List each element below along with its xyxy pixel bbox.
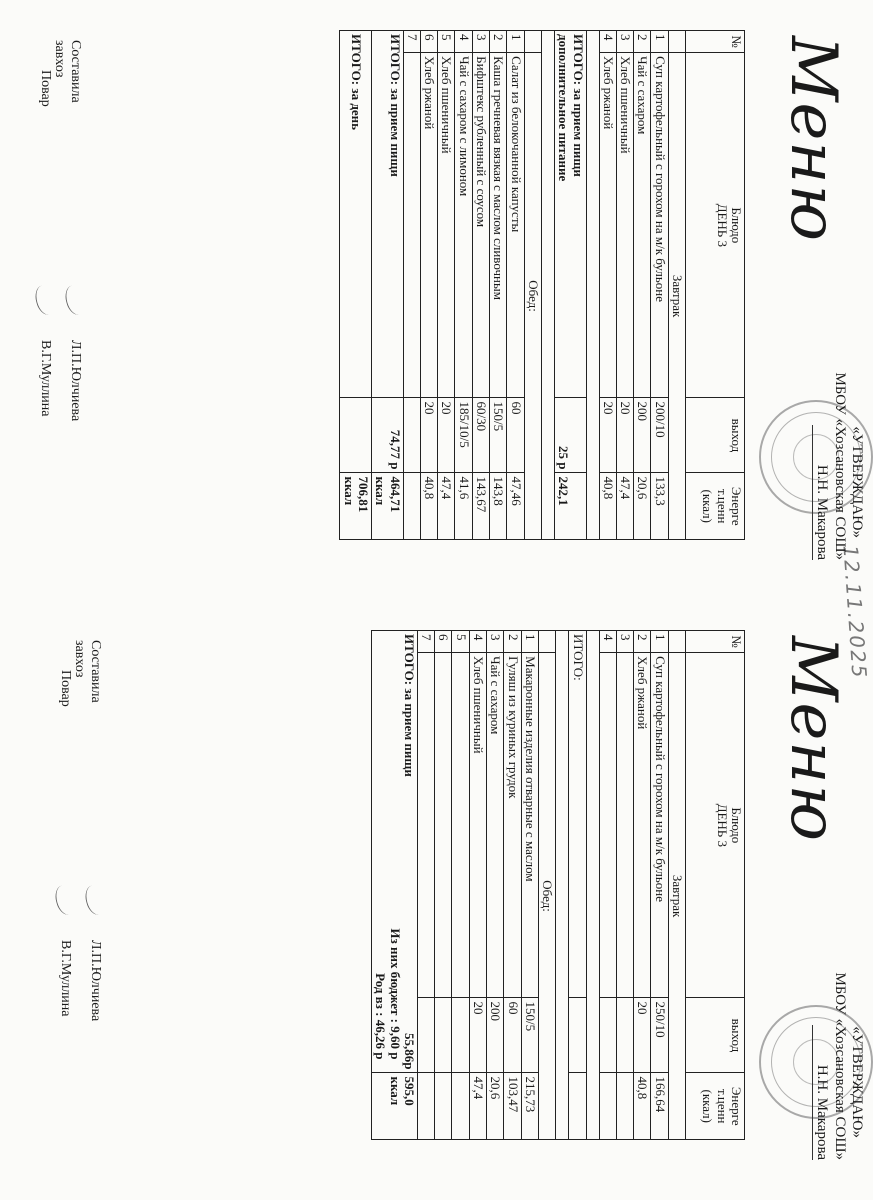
row-output	[452, 998, 469, 1073]
row-energy: 133,3	[651, 473, 668, 540]
row-dish	[616, 653, 633, 998]
signature-name: Л.П.Юлчиева	[88, 940, 103, 1022]
row-number: 2	[504, 631, 521, 653]
row-output: 200/10	[651, 398, 668, 473]
row-output: 250/10	[651, 998, 668, 1073]
approval-block	[812, 372, 865, 560]
signature-role: Повар	[58, 670, 73, 707]
row-energy: 41,6	[455, 473, 472, 540]
row-number: 7	[403, 31, 420, 53]
row-dish: Хлеб пшеничный	[438, 53, 455, 398]
row-energy: 20,6	[634, 473, 651, 540]
row-dish: Хлеб ржаной	[634, 653, 651, 998]
total-label: ИТОГО: за прием пищи	[401, 634, 417, 777]
breakfast-total-price: 25 р	[554, 398, 586, 473]
row-output	[599, 998, 616, 1073]
row-energy	[452, 1073, 469, 1140]
row-dish: Каша гречневая вязкая с маслом сливочным	[490, 53, 507, 398]
row-dish: Суп картофельный с горохом на м/к бульоне	[651, 653, 668, 998]
table-row	[504, 631, 521, 1140]
approval-organization: МБОУ «Хозсановская СОШ»	[831, 972, 848, 1160]
row-output: 60/30	[472, 398, 489, 473]
row-number: 1	[507, 31, 524, 53]
row-number: 6	[435, 631, 452, 653]
row-number: 1	[651, 631, 668, 653]
approval-block	[812, 972, 865, 1160]
row-output: 20	[420, 398, 437, 473]
header-output: выход	[686, 398, 745, 473]
table-row	[469, 631, 486, 1140]
header-dish: Блюдо ДЕНЬ 3	[686, 53, 745, 398]
section-breakfast: Завтрак	[668, 53, 685, 540]
row-output: 200	[634, 398, 651, 473]
row-energy: 47,4	[438, 473, 455, 540]
menu-sheet-right	[0, 600, 873, 1200]
row-number: 4	[455, 31, 472, 53]
breakfast-total-energy: 242,1	[554, 473, 586, 540]
signature-name: Л.П.Юлчиева	[68, 340, 83, 422]
row-energy	[599, 1073, 616, 1140]
row-energy: 47,4	[616, 473, 633, 540]
table-row	[487, 631, 504, 1140]
row-number: 3	[487, 631, 504, 653]
breakfast-total-sublabel: дополнительное питание	[556, 34, 572, 182]
row-number: 2	[634, 31, 651, 53]
row-output: 20	[634, 998, 651, 1073]
row-output: 20	[438, 398, 455, 473]
row-number: 3	[472, 31, 489, 53]
breakfast-total-row	[554, 31, 586, 540]
row-output	[616, 998, 633, 1073]
breakfast-total-label: ИТОГО: за прием пищи	[570, 34, 586, 177]
row-output: 185/10/5	[455, 398, 472, 473]
table-row	[651, 31, 668, 540]
row-output: 150/5	[521, 998, 538, 1073]
row-number: 1	[651, 31, 668, 53]
row-number: 2	[490, 31, 507, 53]
total-price: 55,86р	[401, 1032, 417, 1070]
table-header	[686, 631, 745, 1140]
row-energy	[417, 1073, 434, 1140]
table-row	[490, 31, 507, 540]
menu-title: Меню	[776, 36, 850, 242]
table-row	[599, 31, 616, 540]
header-dish: Блюдо ДЕНЬ 3	[686, 653, 745, 998]
row-dish: Бифштекс рубленный с соусом	[472, 53, 489, 398]
day-total-row	[340, 31, 372, 540]
signature-role: Повар	[38, 70, 53, 107]
signature-mark	[32, 283, 58, 317]
approval-director: Н.Н. Макарова	[812, 1025, 830, 1160]
row-energy: 20,6	[487, 1073, 504, 1140]
section-lunch: Обед:	[524, 53, 541, 540]
table-row	[417, 631, 434, 1140]
row-number: 5	[452, 631, 469, 653]
table-row	[403, 31, 420, 540]
lunch-total-label: ИТОГО: за прием пищи	[371, 31, 403, 398]
row-output: 20	[599, 398, 616, 473]
lunch-total-energy: 464,71 ккал	[371, 473, 403, 540]
table-row	[507, 31, 524, 540]
row-dish: Макаронные изделия отварные с маслом	[521, 653, 538, 998]
menu-title: Меню	[776, 636, 850, 842]
row-output	[403, 398, 420, 473]
table-row	[455, 31, 472, 540]
row-energy: 215,73	[521, 1073, 538, 1140]
approval-director: Н.Н. Макарова	[812, 425, 830, 560]
row-output: 150/5	[490, 398, 507, 473]
row-output	[417, 998, 434, 1073]
row-dish: Чай с сахаром	[634, 53, 651, 398]
row-energy: 143,67	[472, 473, 489, 540]
header-energy: Энерге т.ценн (ккал)	[686, 473, 745, 540]
row-energy: 47,46	[507, 473, 524, 540]
lunch-rows	[417, 631, 538, 1140]
table-row	[435, 631, 452, 1140]
row-energy	[616, 1073, 633, 1140]
handwritten-date: 12.11.2025	[838, 544, 872, 681]
table-header	[686, 31, 745, 540]
row-energy: 40,8	[420, 473, 437, 540]
signature-name: В.Г.Муллина	[38, 340, 53, 417]
menu-table	[371, 630, 745, 1140]
row-dish: Хлеб ржаной	[420, 53, 437, 398]
row-number: 4	[599, 31, 616, 53]
row-energy: 103,47	[504, 1073, 521, 1140]
header-num: №	[686, 31, 745, 53]
signature-mark	[62, 283, 88, 317]
row-number: 5	[438, 31, 455, 53]
lunch-rows	[403, 31, 524, 540]
signature-mark	[52, 883, 78, 917]
header-output: выход	[686, 998, 745, 1073]
approval-heading: «УТВЕРЖДАЮ»	[849, 1026, 865, 1138]
row-number: 4	[599, 631, 616, 653]
row-dish: Хлеб ржаной	[599, 53, 616, 398]
section-row	[668, 631, 685, 1140]
total-energy: 595,0 ккал	[371, 1073, 417, 1140]
table-row	[472, 31, 489, 540]
row-dish	[417, 653, 434, 998]
table-row	[420, 31, 437, 540]
row-number: 3	[616, 31, 633, 53]
row-output: 60	[504, 998, 521, 1073]
header-energy: Энерге т.ценн (ккал)	[686, 1073, 745, 1140]
signature-name: В.Г.Муллина	[58, 940, 73, 1017]
lunch-total-price: 74,77 р	[371, 398, 403, 473]
approval-heading: «УТВЕРЖДАЮ»	[849, 426, 865, 538]
day-total-label: ИТОГО: за день	[340, 31, 372, 398]
budget-line: Из них бюджет : 9,60 р	[387, 928, 403, 1060]
row-dish: Суп картофельный с горохом на м/к бульоне	[651, 53, 668, 398]
row-dish: Хлеб пшеничный	[616, 53, 633, 398]
row-output: 20	[616, 398, 633, 473]
signature-role: Составила завхоз	[52, 40, 83, 103]
total-row	[371, 631, 417, 1140]
breakfast-total-row	[569, 631, 586, 1140]
signature-role: Составила завхоз	[72, 640, 103, 703]
row-number: 2	[634, 631, 651, 653]
row-number: 3	[616, 631, 633, 653]
table-row	[634, 631, 651, 1140]
section-row	[524, 31, 541, 540]
row-energy	[435, 1073, 452, 1140]
table-row	[634, 31, 651, 540]
row-output	[435, 998, 452, 1073]
table-row	[599, 631, 616, 1140]
row-energy: 40,8	[634, 1073, 651, 1140]
row-energy	[403, 473, 420, 540]
table-row	[616, 31, 633, 540]
row-dish: Чай с сахаром	[487, 653, 504, 998]
breakfast-rows	[599, 631, 668, 1140]
section-row	[538, 631, 555, 1140]
menu-table	[339, 30, 745, 540]
row-energy: 40,8	[599, 473, 616, 540]
table-row	[452, 631, 469, 1140]
row-energy: 47,4	[469, 1073, 486, 1140]
table-row	[438, 31, 455, 540]
row-energy: 166,64	[651, 1073, 668, 1140]
row-number: 6	[420, 31, 437, 53]
row-dish	[403, 53, 420, 398]
lunch-total-row	[371, 31, 403, 540]
row-number: 7	[417, 631, 434, 653]
breakfast-total-label: ИТОГО:	[569, 631, 586, 998]
approval-organization: МБОУ «Хозсановская СОШ»	[831, 372, 848, 560]
signature-mark	[82, 883, 108, 917]
day-total-energy: 706,81 ккал	[340, 473, 372, 540]
row-dish	[435, 653, 452, 998]
row-dish: Хлеб пшеничный	[469, 653, 486, 998]
row-number: 1	[521, 631, 538, 653]
header-num: №	[686, 631, 745, 653]
row-dish	[452, 653, 469, 998]
parent-line: Род вз : 46,26 р	[373, 973, 389, 1060]
row-number: 4	[469, 631, 486, 653]
row-dish: Чай с сахаром с лимоном	[455, 53, 472, 398]
row-output: 60	[507, 398, 524, 473]
row-output: 200	[487, 998, 504, 1073]
section-breakfast: Завтрак	[668, 653, 685, 1140]
section-lunch: Обед:	[538, 653, 555, 1140]
row-dish: Гуляш из куриных грудок	[504, 653, 521, 998]
row-dish	[599, 653, 616, 998]
breakfast-rows	[599, 31, 668, 540]
table-row	[616, 631, 633, 1140]
table-row	[521, 631, 538, 1140]
row-dish: Салат из белокочанной капусты	[507, 53, 524, 398]
table-row	[651, 631, 668, 1140]
row-energy: 143,8	[490, 473, 507, 540]
section-row	[668, 31, 685, 540]
row-output: 20	[469, 998, 486, 1073]
